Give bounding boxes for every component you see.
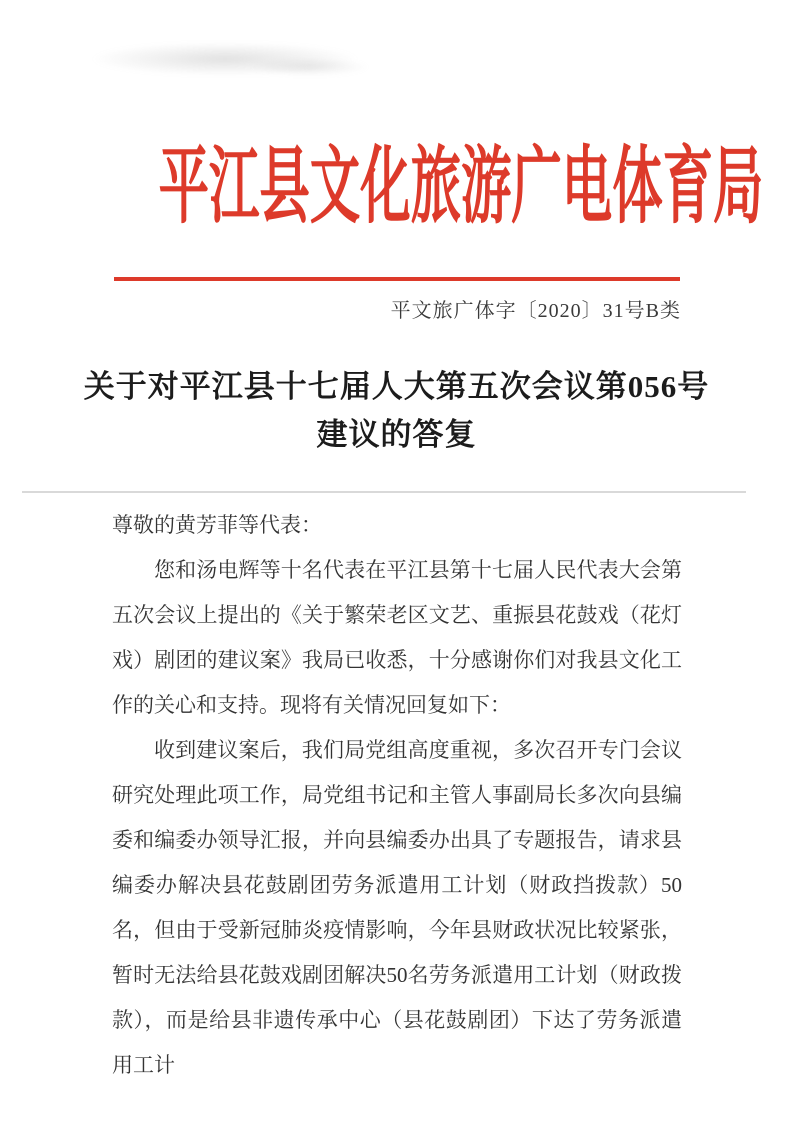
- document-title-line1: 关于对平江县十七届人大第五次会议第056号: [83, 369, 710, 404]
- document-title: [0, 363, 793, 459]
- paragraph-1: 您和汤电辉等十名代表在平江县第十七届人民代表大会第五次会议上提出的《关于繁荣老区文艺、重振县花鼓戏（花灯戏）剧团的建议案》我局已收悉，十分感谢你们对我县文化工作的关心和支持。现将有关情况回复如下：: [112, 558, 682, 717]
- letter-body: [112, 503, 682, 1088]
- red-header-divider: [114, 277, 680, 281]
- paragraph-2: 收到建议案后，我们局党组高度重视，多次召开专门会议研究处理此项工作，局党组书记和主管人事副局长多次向县编委和编委办领导汇报，并向县编委办出具了专题报告，请求县编委办解决县花鼓剧团劳务派遣用工计划（财政挡拨款）50名，但由于受新冠肺炎疫情影响，今年县财政状况比较紧张，暂时无法给县花鼓戏剧团解决50名劳务派遣用工计划（财政拨款），而是给县非遗传承中心（县花鼓剧团）下达了劳务派遣用工计: [112, 738, 682, 1077]
- scan-fold-line: [22, 491, 746, 493]
- salutation: 尊敬的黄芳菲等代表：: [112, 513, 322, 537]
- document-reference-number: 平文旅广体字〔2020〕31号B类: [390, 300, 681, 322]
- document-title-line2: 建议的答复: [316, 417, 477, 452]
- agency-header-title: 平江县文化旅游广电体育局: [158, 141, 764, 234]
